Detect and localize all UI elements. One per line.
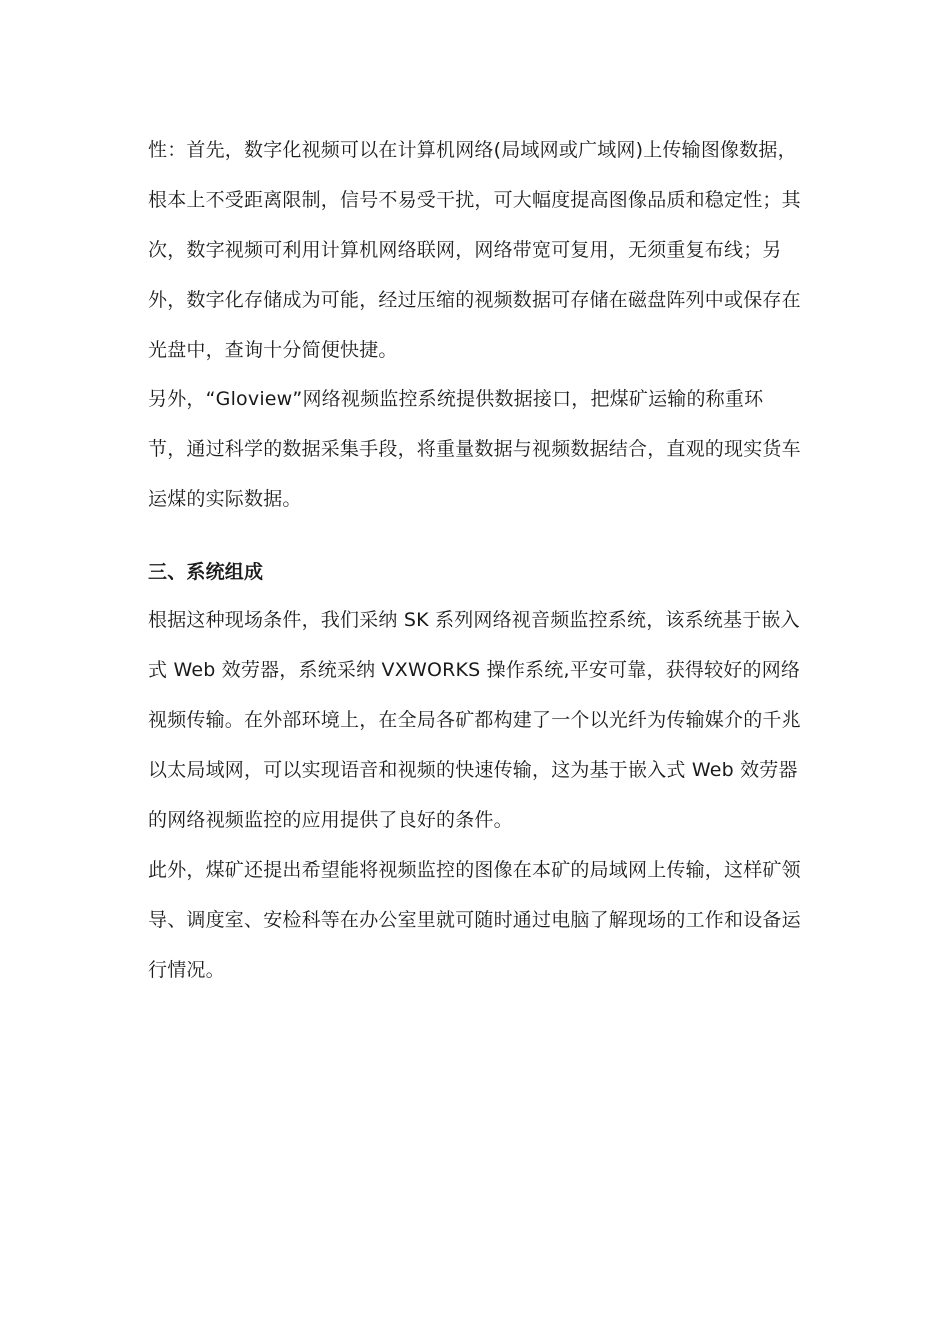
paragraph-1-line-3: 次，数字视频可利用计算机网络联网，网络带宽可复用，无须重复布线；另 (148, 239, 782, 261)
paragraph-3-line-5: 的网络视频监控的应用提供了良好的条件。 (148, 809, 513, 831)
paragraph-1-line-2: 根本上不受距离限制，信号不易受干扰，可大幅度提高图像品质和稳定性；其 (148, 189, 801, 211)
paragraph-1-line-1: 性：首先，数字化视频可以在计算机网络(局域网或广域网)上传输图像数据， (148, 139, 797, 161)
paragraph-3-line-4: 以太局域网，可以实现语音和视频的快速传输，这为基于嵌入式 Web 效劳器 (148, 759, 798, 781)
paragraph-4-line-2: 导、调度室、安检科等在办公室里就可随时通过电脑了解现场的工作和设备运 (148, 909, 801, 931)
paragraph-3-line-3: 视频传输。在外部环境上，在全局各矿都构建了一个以光纤为传输媒介的千兆 (148, 709, 801, 731)
paragraph-4-line-3: 行情况。 (148, 959, 225, 981)
paragraph-2-line-2: 节，通过科学的数据采集手段，将重量数据与视频数据结合，直观的现实货车 (148, 438, 801, 460)
paragraph-2-line-3: 运煤的实际数据。 (148, 488, 302, 510)
section-heading: 三、系统组成 (148, 561, 264, 583)
paragraph-4-line-1: 此外，煤矿还提出希望能将视频监控的图像在本矿的局域网上传输，这样矿领 (148, 859, 801, 881)
paragraph-3-line-1: 根据这种现场条件，我们采纳 SK 系列网络视音频监控系统，该系统基于嵌入 (148, 609, 800, 631)
paragraph-2-line-1: 另外，“Gloview”网络视频监控系统提供数据接口，把煤矿运输的称重环 (148, 388, 764, 410)
paragraph-1-line-5: 光盘中，查询十分简便快捷。 (148, 339, 398, 361)
paragraph-1-line-4: 外，数字化存储成为可能，经过压缩的视频数据可存储在磁盘阵列中或保存在 (148, 289, 801, 311)
paragraph-3-line-2: 式 Web 效劳器，系统采纳 VXWORKS 操作系统,平安可靠，获得较好的网络 (148, 659, 801, 681)
